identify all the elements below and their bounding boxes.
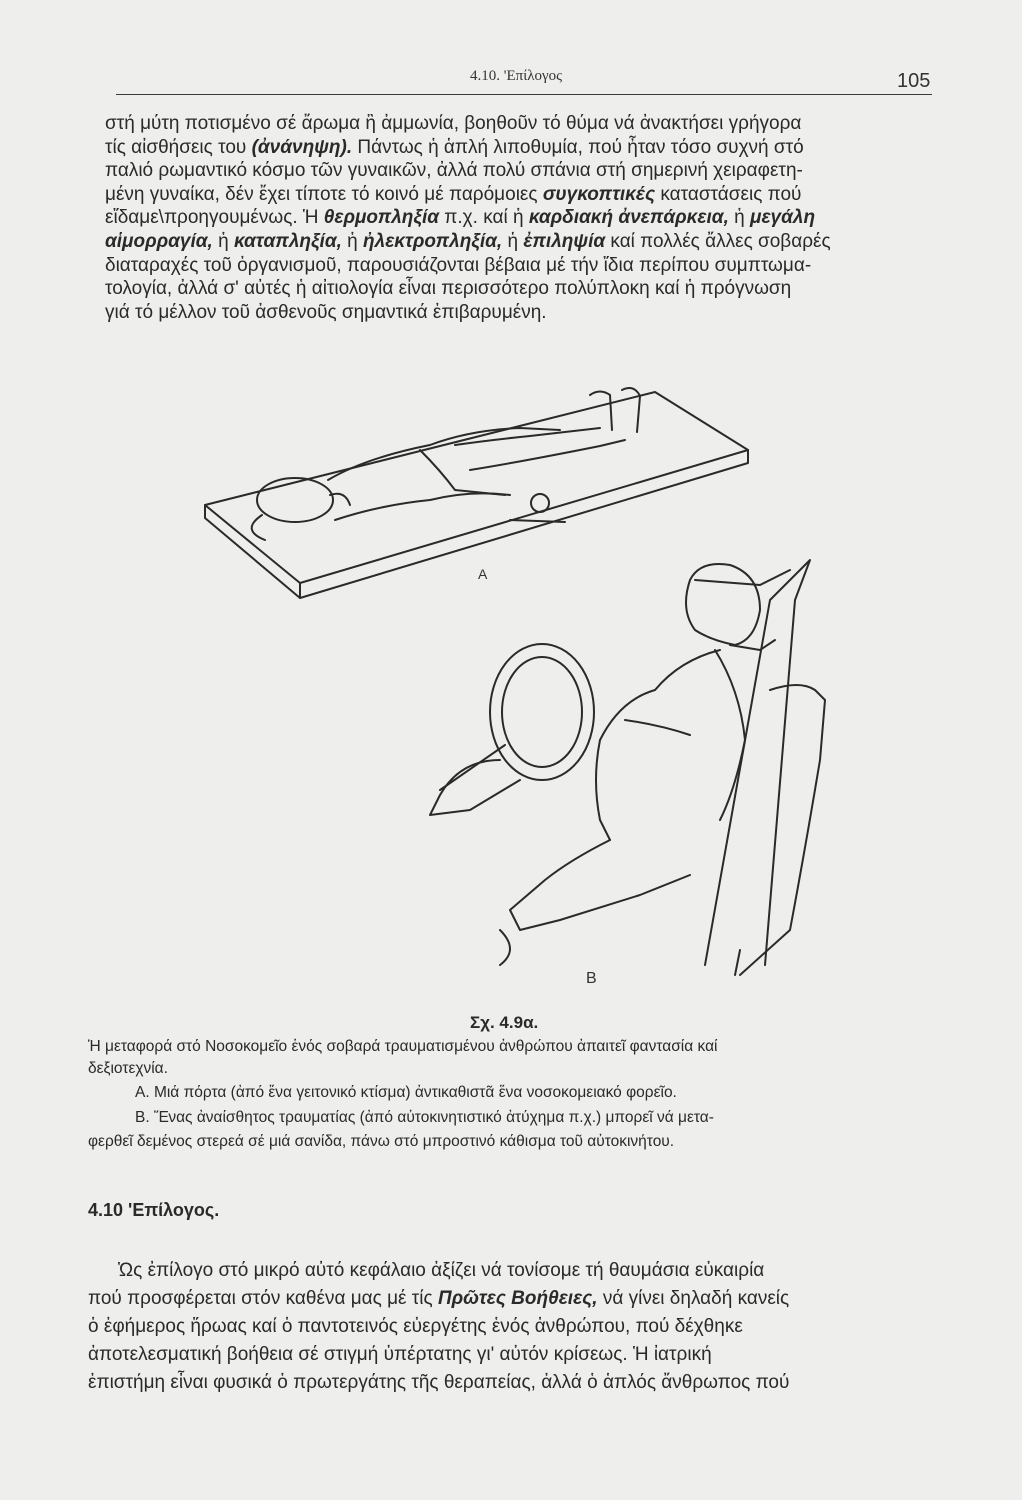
emphasis-term: ἐπιληψία — [523, 230, 606, 252]
text-line: τίς αἰσθήσεις του (ἀνάνηψη). Πάντως ἡ ἁπλή λιποθυμία, πού ἦταν τόσο συχνή στό — [105, 136, 804, 158]
caption-item-b-cont: φερθεῖ δεμένος στερεά σέ μιά σανίδα, πάνω στό μπροστινό κάθισμα τοῦ αὐτοκινήτου. — [88, 1133, 675, 1150]
text-line: ὁ ἐφήμερος ἥρωας καί ὁ παντοτεινός εὐεργέτης ἑνός ἀνθρώπου, πού δέχθηκε — [88, 1316, 743, 1337]
emphasis-term: συγκοπτικές — [542, 183, 656, 205]
figure-label-b: Β — [586, 970, 597, 987]
emphasis-term: καρδιακή ἀνεπάρκεια, — [528, 207, 729, 229]
paragraph-2 — [88, 1257, 936, 1397]
emphasis-term: αἱμορραγία, — [105, 230, 213, 252]
text-line: ἐπιστήμη εἶναι φυσικά ὁ πρωτεργάτης τῆς θεραπείας, ἀλλά ὁ ἁπλός ἄνθρωπος πού — [88, 1372, 790, 1393]
figure-label-a: Α — [478, 566, 488, 582]
text-line: ἀποτελεσματική βοήθεια σέ στιγμή ὑπέρτατης γι' αὐτόν κρίσεως. Ἡ ἰατρική — [88, 1344, 712, 1365]
emphasis-term: (ἀνάνηψη). — [251, 136, 353, 158]
running-head: 4.10. 'Επίλογος — [470, 68, 563, 84]
caption-line: δεξιοτεχνία. — [88, 1060, 168, 1077]
text-line: Ὡς ἐπίλογο στό μικρό αὐτό κεφάλαιο ἀξίζει νά τονίσομε τή θαυμάσια εὐκαιρία — [118, 1260, 765, 1281]
emphasis-term: μεγάλη — [750, 207, 816, 229]
caption-line: Ἡ μεταφορά στό Νοσοκομεῖο ἑνός σοβαρά τραυματισμένου ἀνθρώπου ἀπαιτεῖ φαντασία καί — [88, 1038, 718, 1055]
car-seat-board-drawing — [430, 560, 825, 975]
emphasis-term: θερμοπληξία — [323, 207, 440, 229]
figure-title: Σχ. 4.9α. — [470, 1013, 539, 1032]
text-line: αἱμορραγία, ἡ καταπληξία, ἡ ἠλεκτροπληξία, ἡ ἐπιληψία καί πολλές ἄλλες σοβαρές — [105, 230, 831, 252]
text-line: τολογία, ἀλλά σ' αὐτές ἡ αἰτιολογία εἶναι περισσότερο πολύπλοκη καί ἡ πρόγνωση — [105, 278, 792, 300]
text-line: στή μύτη ποτισμένο σέ ἄρωμα ἢ ἀμμωνία, βοηθοῦν τό θύμα νά ἀνακτήσει γρήγορα — [105, 113, 802, 134]
emphasis-term: καταπληξία, — [233, 230, 342, 252]
caption-item-b: Β. Ἕνας ἀναίσθητος τραυματίας (ἀπό αὐτοκινητιστικό ἀτύχημα π.χ.) μπορεῖ νά μετα- — [135, 1109, 714, 1126]
caption-item-a: Α. Μιά πόρτα (ἀπό ἕνα γειτονικό κτίσμα) ἀντικαθιστᾶ ἕνα νοσοκομειακό φορεῖο. — [135, 1084, 677, 1101]
section-heading: 4.10 'Επίλογος. — [88, 1200, 220, 1220]
emphasis-term: ἠλεκτροπληξία, — [363, 230, 503, 252]
page-number: 105 — [897, 70, 931, 92]
text-line: παλιό ρωμαντικό κόσμο τῶν γυναικῶν, ἀλλά πολύ σπάνια στή σημερινή χειραφετη- — [105, 160, 803, 182]
text-line: διαταραχές τοῦ ὀργανισμοῦ, παρουσιάζονται βέβαια μέ τήν ἴδια περίπου συμπτωμα- — [105, 254, 812, 276]
text-line: γιά τό μέλλον τοῦ ἀσθενοῦς σημαντικά ἐπιβαρυμένη. — [105, 301, 547, 323]
text-line: εἴδαμε\προηγουμένως. Ἡ θερμοπληξία π.χ. καί ἡ καρδιακή ἀνεπάρκεια, ἡ μεγάλη — [105, 207, 816, 229]
text-line: μένη γυναίκα, δέν ἔχει τίποτε τό κοινό μέ παρόμοιες συγκοπτικές καταστάσεις πού — [105, 183, 802, 205]
emphasis-term: Πρῶτες Βοήθειες, — [437, 1288, 598, 1309]
text-line: πού προσφέρεται στόν καθένα μας μέ τίς Πρῶτες Βοήθειες, νά γίνει δηλαδή κανείς — [88, 1288, 790, 1309]
door-stretcher-drawing — [205, 388, 748, 598]
